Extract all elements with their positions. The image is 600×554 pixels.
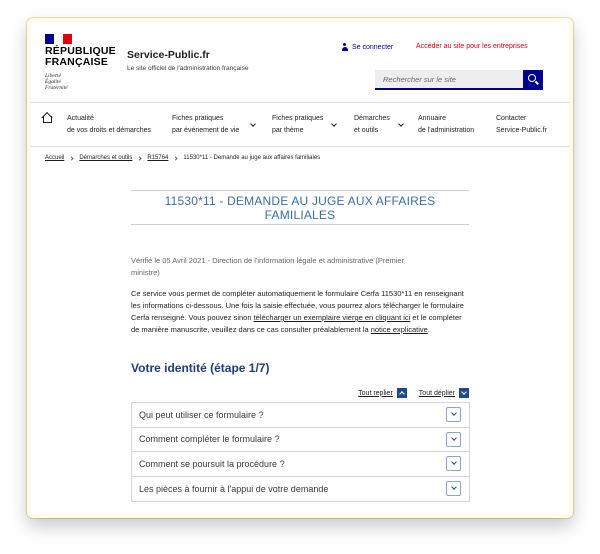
motto-fraternite: Fraternité (45, 85, 68, 91)
breadcrumb-demarches[interactable]: Démarches et outils (79, 155, 133, 161)
republique-francaise-logo[interactable] (45, 46, 116, 68)
collapse-all-button[interactable] (397, 388, 407, 398)
breadcrumb-current: 11530*11 - Demande au juge aux affaires familiales (183, 155, 321, 161)
search-button[interactable] (523, 70, 543, 90)
chevron-down-icon (398, 121, 404, 127)
nav-divider (31, 146, 569, 147)
site-tagline: Le site officiel de l'administration française (127, 65, 249, 72)
verified-line2: ministre) (131, 268, 160, 277)
accordion-item-label: Les pièces à fournir à l'appui de votre demande (139, 483, 329, 494)
page-title-box (131, 190, 469, 225)
intro-text (131, 288, 471, 336)
search-icon (528, 74, 536, 82)
motto (45, 73, 68, 91)
chevron-down-icon (331, 121, 337, 127)
nav-item-label: Actualité (67, 115, 94, 122)
breadcrumb-r15764[interactable]: R15764 (147, 155, 169, 161)
nav-item-actualite[interactable] (67, 113, 151, 137)
chevron-down-icon (451, 435, 457, 441)
main-nav (31, 103, 569, 146)
accordion-expand-button[interactable] (446, 407, 461, 422)
motto-liberte: Liberté (45, 73, 61, 79)
nav-item-sublabel: Service-Public.fr (496, 127, 547, 134)
chevron-down-icon (451, 484, 457, 490)
nav-item-contacter[interactable] (496, 113, 547, 137)
nav-item-label: Fiches pratiques (272, 115, 324, 122)
expand-all-button[interactable] (459, 388, 469, 398)
accordion-item[interactable] (132, 428, 469, 453)
chevron-down-icon (250, 121, 256, 127)
breadcrumb (45, 155, 320, 161)
step-title: Votre identité (étape 1/7) (131, 361, 270, 375)
accordion-expand-button[interactable] (446, 432, 461, 447)
intro-text-part: et le compléter de manière manuscrite, veuillez dans ce cas consulter préalablement la (131, 313, 462, 334)
accordion-item-label: Comment compléter le formulaire ? (139, 434, 280, 445)
search-input[interactable] (375, 70, 523, 90)
notice-link[interactable]: notice explicative (370, 325, 428, 334)
collapse-all-link[interactable]: Tout replier (358, 389, 393, 397)
accordion-item[interactable] (132, 403, 469, 428)
page-title (131, 194, 469, 222)
page-title-line1: 11530*11 - DEMANDE AU JUGE AUX AFFAIRES (164, 194, 436, 208)
nav-item-sublabel: et outils (354, 127, 379, 134)
nav-item-sublabel: de l'administration (418, 127, 475, 134)
person-icon (341, 43, 348, 51)
logo-line1: RÉPUBLIQUE (45, 45, 116, 57)
nav-item-fiches-theme[interactable] (272, 113, 323, 137)
home-icon[interactable] (41, 112, 52, 122)
nav-item-sublabel: par événement de vie (172, 127, 240, 134)
verified-date (131, 255, 469, 279)
nav-item-sublabel: de vos droits et démarches (67, 127, 152, 134)
chevron-down-icon (461, 389, 467, 395)
chevron-down-icon (451, 410, 457, 416)
page-title-line2: FAMILIALES (264, 208, 336, 222)
nav-item-fiches-evenement[interactable] (172, 113, 239, 137)
chevron-right-icon (70, 156, 74, 160)
chevron-right-icon (138, 156, 142, 160)
nav-item-sublabel: par thème (272, 127, 304, 134)
chevron-up-icon (399, 391, 405, 397)
intro-text-part: . (427, 325, 430, 334)
expand-all-link[interactable]: Tout déplier (418, 389, 455, 397)
accordion-item-label: Comment se poursuit la procédure ? (139, 458, 285, 469)
intro-text-part: Ce service vous permet de compléter automatiquement le formulaire Cerfa 11530*11 en renseignant les informations ci-dessous. Une fois la saisie effectuée, vous pourrez alors télécharger le formulaire Cerfa renseigné. Vous pouvez sinon (131, 289, 464, 322)
connect-label: Se connecter (352, 43, 394, 51)
search-bar (375, 70, 543, 90)
download-blank-form-link[interactable]: télécharger un exemplaire vierge en cliquant ici (253, 313, 411, 322)
marianne-flag-icon (45, 34, 72, 44)
accordion-item-label: Qui peut utiliser ce formulaire ? (139, 409, 264, 420)
site-name[interactable]: Service-Public.fr (127, 49, 210, 61)
nav-item-annuaire[interactable] (418, 113, 474, 137)
faq-accordion (131, 402, 470, 502)
accordion-item[interactable] (132, 477, 469, 502)
accordion-item[interactable] (132, 452, 469, 477)
chevron-right-icon (174, 156, 178, 160)
accordion-expand-button[interactable] (446, 456, 461, 471)
nav-item-demarches[interactable] (354, 113, 390, 137)
motto-egalite: Égalité (45, 79, 61, 85)
nav-item-label: Fiches pratiques (172, 115, 224, 122)
accordion-expand-button[interactable] (446, 481, 461, 496)
accordion-toggles (358, 388, 469, 398)
verified-line1: Vérifié le 05 Avril 2021 - Direction de l'information légale et administrative (Premier (131, 256, 405, 265)
connect-link[interactable] (341, 43, 393, 51)
nav-item-label: Démarches (354, 115, 390, 122)
breadcrumb-accueil[interactable]: Accueil (45, 155, 65, 161)
logo-line2: FRANÇAISE (45, 56, 109, 68)
pro-site-link[interactable]: Accéder au site pour les entreprises (416, 43, 528, 50)
chevron-down-icon (451, 459, 457, 465)
nav-item-label: Annuaire (418, 115, 447, 122)
browser-frame (27, 18, 573, 518)
nav-item-label: Contacter (496, 115, 527, 122)
page (31, 22, 569, 514)
